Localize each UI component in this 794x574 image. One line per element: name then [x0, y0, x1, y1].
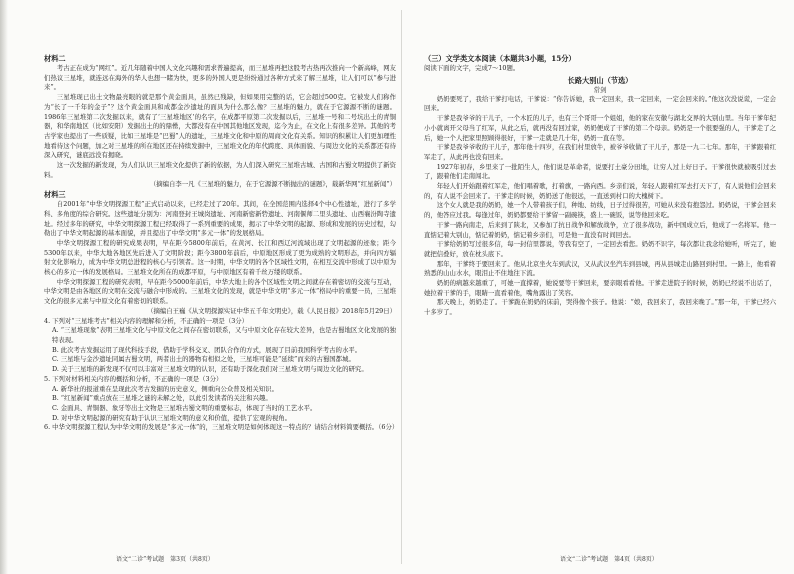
story-title: 长路大别山（节选）: [567, 75, 633, 85]
material3-paragraph: 中华文明探源工程的研究成果表明，早在距今5800年前后，在黄河、长江和西辽河流域出现了文明起源的迹象；距今5300年以来，中华大地各地区先后进入了文明阶段；距今3800年前后，中原地区形成了更为成熟的文明形态，并向四方辐射文化影响力，成为中华文明总进程的核心与引领者。这一时期，中华文明的各个区域性文明，在相互交流中形成了以中原为核心的多元一体的发展格局。三星堆文化所在的成都平原，与中原地区有着千丝万缕的联系。: [44, 238, 396, 277]
story-author: 常剑: [593, 85, 607, 94]
right-page-footer: 语文“二诊”考试题 第4页（共8页）: [560, 556, 658, 563]
question-4-option-b: B. 此次考古发掘运用了现代科技手段，借助于学科交叉、团队合作的方式，展现了目前我国科学考古的水平。: [52, 345, 362, 354]
left-page: [44, 54, 399, 433]
material3-citation: （摘编自王巍《从文明探源实证中华五千年文明史》，载《人民日报》2018年5月29日）: [147, 306, 396, 315]
question-4-stem: 4. 下列对“三星堆考古”相关内容的理解和分析，不正确的一项是（3分）: [44, 316, 249, 325]
material3-paragraph: 中华文明探源工程的研究表明，早在距今5000年前后，中华大地上的各个区域性文明之间就存在着密切的交流与互动，中华文明是由各地区的文明在交流与融合中形成的。三星堆文化的发现，就是中华文明“多元一体”格局中的重要一员，三星堆文化的很多元素与中原文化有着密切的联系。: [44, 277, 396, 306]
material2-citation: （摘编自李一凡《三星堆的魅力，在于它源源不断抛出的谜题》，载新华网“红星新闻”）: [149, 180, 396, 189]
material2-heading: 材料二: [44, 54, 66, 63]
question-5-stem: 5. 下列对材料相关内容的概括和分析，不正确的一项是（3分）: [44, 374, 223, 383]
right-page: [424, 54, 776, 318]
question-6-stem: 6. 中华文明探源工程认为中华文明的发展是“多元一体”的，三星堆文明是如何体现这一特点的？请结合材料简要概括。（6分）: [44, 423, 399, 432]
scan-edge-shadow: [0, 0, 8, 574]
material2-paragraph: 考古正在成为“网红”。近几年随着中国人文化兴趣和需求普遍提高，而三星堆再把这股考古热再次推向一个新高峰，网友们热议三星堆，就连远在海外的华人也想一睹为快，更多的外国人更是纷纷通过各种方式来了解三星堆，让人们可以“参与进来”。: [44, 64, 396, 92]
story-paragraph: 年轻人们开始跟着红军走，他们唱着歌，打着旗，一路向西。乡亲们说，年轻人跟着红军去打天下了，有人说他们会回来的，有人说不会回来了。干爹走的时候，奶奶送了他很远，一直送到村口的大槐树下。: [424, 182, 776, 200]
page-fold-line: [401, 10, 402, 564]
story-paragraph: 干爹是我爷爷收的干儿子，那年他十四岁，在我们村里放牛，被爷爷收做了干儿子，那是一九二七年。那年，干爹跟着红军走了，从此再也没有回来。: [424, 143, 776, 161]
left-page-footer: 语文“二诊”考试题 第3页（共8页）: [116, 556, 214, 563]
question-5-option-b: B. “红星新闻”重点放在三星堆之谜的未解之处，以此引发读者的关注和兴趣。: [52, 394, 272, 403]
reading-instruction: 阅读下面的文字，完成7～10题。: [424, 64, 520, 72]
question-5-option-a: A. 新华社的报道重在呈现此次考古发掘的历史意义，侧重向公众普及相关知识。: [52, 384, 278, 393]
story-paragraph: 干爹给奶奶写过很多信，每一封信里都说，等我有空了，一定回去看您。奶奶不识字，每次都让我念给她听，听完了，她就把信叠好，放在枕头底下。: [424, 240, 776, 258]
story-paragraph: 干爹一路向南走，后来到了陕北，又参加了抗日战争和解放战争，立了很多战功，新中国成立后，他成了一名将军。他一直惦记着大别山，惦记着奶奶，惦记着乡亲们，可是他一直没有时间回去。: [424, 220, 776, 239]
story-paragraph: 那天晚上，奶奶走了。干爹跪在奶奶的床前，哭得像个孩子。他说：“娘，我回来了，我回来晚了。”那一年，干爹已经六十多岁了。: [424, 298, 776, 317]
question-4-option-a: A. “三星堆现象”表明三星堆文化与中原文化之间存在密切联系，又与中原文化存在较大差异，也是古蜀地区文化发展的独特表现。: [52, 326, 396, 344]
question-5-option-c: C. 金面具、青铜器、象牙等出土文物是三星堆古蜀文明的重要标志，体现了当时的工艺水平。: [52, 403, 317, 412]
story-paragraph: 1927年初春，乡里来了一批陌生人，他们说是革命者，说要打土豪分田地，让穷人过上好日子。干爹很快就被吸引过去了，跟着他们走南闯北。: [424, 162, 776, 181]
material3-paragraph: 自2001年“中华文明探源工程”正式启动以来，已经走过了20年。其间，在全国范围内选择4个中心性遗址，进行了多学科、多角度的综合研究。这些遗址分别为：河南登封王城岗遗址、河南新密新砦遗址、河南偃师二里头遗址、山西襄汾陶寺遗址。经过多年的研究，中华文明探源工程已经取得了一系列重要的成果，揭示了中华文明的起源、形成和发展的历史过程，勾勒出了中华文明起源的基本面貌，并且提出了中华文明“多元一体”的发展格局。: [44, 200, 396, 238]
section-heading: （三）文学类文本阅读（本题共3小题，15分）: [424, 54, 576, 63]
material2-paragraph: 这一次发掘的新发现，为人们认识三星堆文化提供了新的依据，为人们深入研究三星堆古城、古国和古蜀文明提供了新资料。: [44, 161, 396, 179]
story-paragraph: 奶奶要死了，我给干爹打电话，干爹说：“你告诉她，我一定回来，我一定回来，一定会回来的。”他这次没说谎，一定会回来。: [424, 94, 776, 113]
material2-paragraph: 三星堆现已出土文物最亮眼的就是那个黄金面具，虽然已残缺，但如果用完整的话，它会超过500克。它被发人们称作为“长了一千年的金子”？这个黄金面具和成都金沙遗址的面具为什么那么像？三星堆的魅力，就在于它源源不断的谜题。1986年三星堆第二次发掘以来，就有了‘三星堆地区’的名字，在成都平原第二次发掘以后，三星堆一号和二号坑出土的青铜器，和华南地区（比如安阳）发掘出土的的鼎罍，大都没有在中国其他地区发现，迄今为止，在文化上有很多差异。其他的考古学家也提出了一些质疑，比如三星堆是“巴蜀”人的遗址，三星堆文化和中原的周商文化有关系。知识的积累让人们更加理性地看待这个问题，加之对三星堆的所在地区还在持续发掘中，三星堆文化的年代跨度、具体面貌、与周边文化的关系都还有待深入研究，谜底远没有揭晓。: [44, 93, 396, 160]
question-5-option-d: D. 对中华文明起源的研究有助于认识三星堆文明的意义和价值，提供了宏观的视角。: [52, 413, 292, 422]
question-4-option-d: D. 关于三星堆的新发现不仅可以丰富对三星堆文明的认识，还有助于深化我们对三星堆文明与周边文化的研究。: [52, 365, 368, 374]
material3-heading: 材料三: [44, 190, 66, 200]
question-4-option-c: C. 三星堆与金沙遗址同属古蜀文明，两者出土的器物有相似之处，三星堆可能是“延续”而来的古蜀国都城。: [52, 355, 355, 364]
story-paragraph: 那年，干爹终于要回来了。他从北京坐火车到武汉，又从武汉坐汽车到县城，再从县城走山路回到村里。一路上，他看着熟悉的山山水水，眼泪止不住地往下流。: [424, 259, 776, 278]
story-paragraph: 干爹是我爷爷的干儿子，一个木匠的儿子，也有三个哥哥一个姐姐，他的家在安徽与湖北交界的大别山里。当年干爹年纪小小就离开父母当了红军，从此之后，就再没有回过家，奶奶便成了干爹的第二个母亲。奶奶是一个很要强的人，干爹走了之后，她一个人把家里照顾得很好，干爹一走就是几十年，奶奶一直在等。: [424, 114, 776, 142]
story-paragraph: 奶奶的病越来越重了，可她一直撑着，她说要等干爹回来，要亲眼看看他。干爹走进院子的时候，奶奶已经说不出话了，她拉着干爹的手，眼睛一直看着他，嘴角露出了笑容。: [424, 279, 776, 297]
story-paragraph: 这个女人就是我的奶奶，她一个人带着孩子们，种地、纺线，日子过得很苦，可她从来没有抱怨过。奶奶说，干爹会回来的，他答应过我。每逢过年，奶奶都要给干爹留一副碗筷，盛上一碗饭，说等他回来吃。: [424, 201, 776, 220]
